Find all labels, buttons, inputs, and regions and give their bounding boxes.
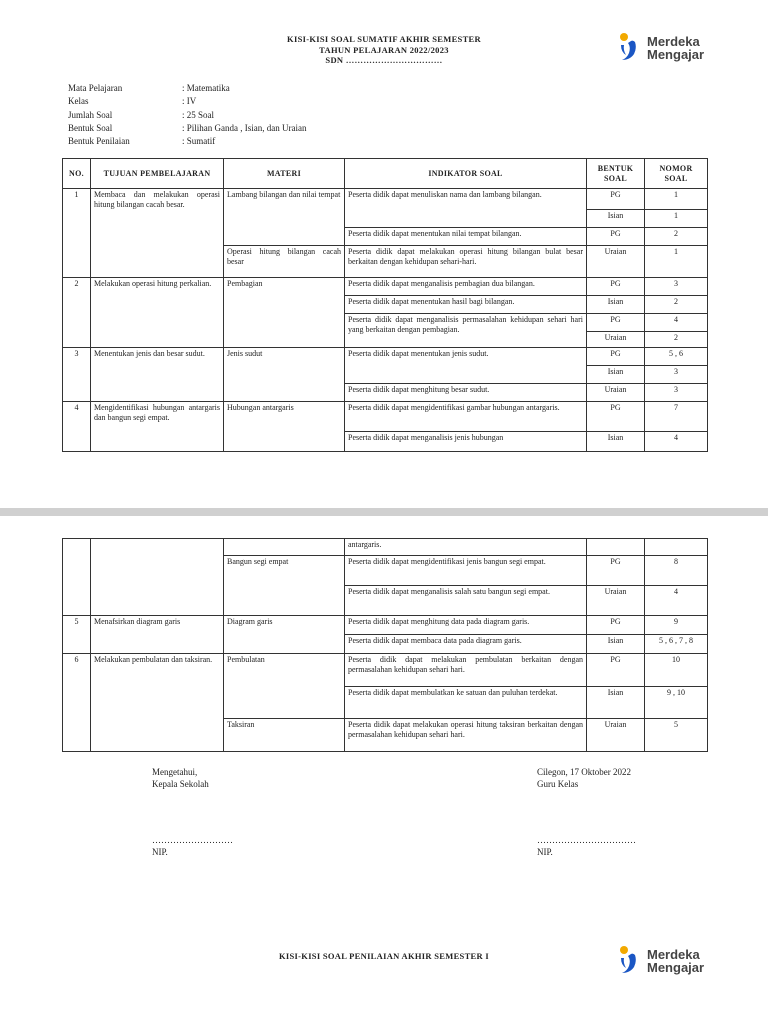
- cell-no: 1: [63, 189, 91, 278]
- table-row: [63, 654, 708, 687]
- meta-key: Mata Pelajaran: [68, 83, 123, 93]
- cell-nomor: 1: [645, 210, 708, 228]
- cell-nomor: 1: [645, 189, 708, 210]
- logo-text-line2: Mengajar: [647, 47, 705, 62]
- cell-materi: Pembulatan: [224, 654, 345, 719]
- footer-title: KISI-KISI SOAL PENILAIAN AKHIR SEMESTER I: [279, 951, 489, 961]
- cell-bentuk: PG: [587, 189, 645, 210]
- signature-right-dots: ……………………………: [537, 835, 636, 845]
- cell-bentuk: PG: [587, 314, 645, 332]
- cell-nomor: 4: [645, 432, 708, 452]
- table-row: [63, 539, 708, 556]
- cell-indikator: Peserta didik dapat membaca data pada diagram garis.: [345, 635, 587, 654]
- cell-nomor: 10: [645, 654, 708, 687]
- signature-left-dots: ………………………: [152, 835, 233, 845]
- meta-key: Bentuk Penilaian: [68, 136, 130, 147]
- meta-row: [68, 82, 306, 95]
- cell-bentuk: PG: [587, 556, 645, 586]
- meta-value: : Matematika: [182, 83, 230, 93]
- cell-tujuan: Melakukan pembulatan dan taksiran.: [91, 654, 224, 752]
- meta-key: Jumlah Soal: [68, 109, 113, 120]
- cell-tujuan: [91, 539, 224, 616]
- cell-nomor: 3: [645, 366, 708, 384]
- meta-row: [68, 122, 306, 135]
- cell-indikator: Peserta didik dapat menentukan jenis sudut.: [345, 348, 587, 384]
- cell-no: 5: [63, 616, 91, 654]
- cell-bentuk: PG: [587, 616, 645, 635]
- cell-nomor: 2: [645, 296, 708, 314]
- cell-bentuk: Uraian: [587, 384, 645, 402]
- cell-nomor: 9 , 10: [645, 687, 708, 719]
- title-line-3: SDN ……………………………: [325, 55, 443, 65]
- meta-value: : IV: [182, 96, 197, 107]
- cell-materi: Lambang bilangan dan nilai tempat: [224, 189, 345, 246]
- cell-no: 3: [63, 348, 91, 402]
- cell-tujuan: Menentukan jenis dan besar sudut.: [91, 348, 224, 402]
- meta-key: Bentuk Soal: [68, 122, 113, 133]
- document-page-1: [0, 0, 768, 508]
- cell-bentuk: Isian: [587, 432, 645, 452]
- cell-no: 2: [63, 278, 91, 348]
- logo-text: [647, 35, 704, 61]
- signature-left-nip: NIP.: [152, 847, 168, 857]
- cell-bentuk: Isian: [587, 366, 645, 384]
- subject-metadata: [68, 82, 306, 148]
- kisi-kisi-table-page-1: [62, 158, 708, 452]
- cell-bentuk: [587, 539, 645, 556]
- logo-text-line2: Mengajar: [647, 960, 705, 975]
- cell-indikator: Peserta didik dapat mengidentifikasi gambar hubungan antargaris.: [345, 402, 587, 432]
- meta-row: [68, 95, 306, 108]
- cell-no: 4: [63, 402, 91, 452]
- cell-nomor: 5 , 6: [645, 348, 708, 366]
- cell-indikator: Peserta didik dapat menghitung besar sudut.: [345, 384, 587, 402]
- cell-nomor: 5: [645, 719, 708, 752]
- cell-nomor: 8: [645, 556, 708, 586]
- cell-indikator: Peserta didik dapat menganalisis jenis hubungan: [345, 432, 587, 452]
- table-row: [63, 189, 708, 210]
- document-page-2: [0, 516, 768, 1024]
- cell-bentuk: Isian: [587, 296, 645, 314]
- page-separator: [0, 508, 768, 516]
- meta-row: [68, 109, 306, 122]
- meta-value: : Sumatif: [182, 136, 216, 147]
- table-row: [63, 348, 708, 366]
- header-no: NO.: [63, 159, 91, 189]
- logo-mark-icon: [618, 31, 644, 65]
- cell-nomor: 3: [645, 384, 708, 402]
- cell-indikator: Peserta didik dapat mengidentifikasi jenis bangun segi empat.: [345, 556, 587, 586]
- cell-materi: [224, 539, 345, 556]
- cell-nomor: 9: [645, 616, 708, 635]
- cell-materi: Jenis sudut: [224, 348, 345, 402]
- header-nomor: NOMOR SOAL: [645, 159, 708, 189]
- merdeka-mengajar-logo: [618, 31, 704, 65]
- cell-indikator: Peserta didik dapat menganalisis salah satu bangun segi empat.: [345, 586, 587, 616]
- table-row: [63, 402, 708, 432]
- kisi-kisi-table-page-2: [62, 538, 708, 752]
- cell-indikator: antargaris.: [345, 539, 587, 556]
- signature-right-line2: Guru Kelas: [537, 779, 579, 789]
- cell-nomor: 2: [645, 228, 708, 246]
- merdeka-mengajar-logo-2: [618, 944, 704, 978]
- cell-materi: Diagram garis: [224, 616, 345, 654]
- signature-left-line2: Kepala Sekolah: [152, 779, 209, 789]
- cell-nomor: 3: [645, 278, 708, 296]
- cell-indikator: Peserta didik dapat menuliskan nama dan lambang bilangan.: [345, 189, 587, 228]
- cell-bentuk: Uraian: [587, 586, 645, 616]
- cell-materi: Pembagian: [224, 278, 345, 348]
- cell-bentuk: Isian: [587, 687, 645, 719]
- signature-right-line1: Cilegon, 17 Oktober 2022: [537, 767, 631, 777]
- cell-nomor: 5 , 6 , 7 , 8: [645, 635, 708, 654]
- cell-nomor: 1: [645, 246, 708, 278]
- logo-text: [647, 948, 704, 974]
- cell-nomor: 4: [645, 586, 708, 616]
- cell-bentuk: Uraian: [587, 332, 645, 348]
- cell-no: 6: [63, 654, 91, 752]
- cell-indikator: Peserta didik dapat menganalisis pembagian dua bilangan.: [345, 278, 587, 296]
- cell-indikator: Peserta didik dapat melakukan pembulatan berkaitan dengan permasalahan kehidupan sehari hari.: [345, 654, 587, 687]
- cell-tujuan: Membaca dan melakukan operasi hitung bilangan cacah besar.: [91, 189, 224, 278]
- cell-nomor: [645, 539, 708, 556]
- cell-indikator: Peserta didik dapat menentukan hasil bagi bilangan.: [345, 296, 587, 314]
- logo-text-line1: Merdeka: [647, 947, 700, 962]
- cell-materi: Bangun segi empat: [224, 556, 345, 616]
- logo-text-line1: Merdeka: [647, 34, 700, 49]
- cell-materi: Hubungan antargaris: [224, 402, 345, 452]
- cell-materi: Operasi hitung bilangan cacah besar: [224, 246, 345, 278]
- title-line-1: KISI-KISI SOAL SUMATIF AKHIR SEMESTER: [287, 34, 481, 44]
- cell-bentuk: PG: [587, 654, 645, 687]
- cell-bentuk: Uraian: [587, 246, 645, 278]
- title-line-2: TAHUN PELAJARAN 2022/2023: [319, 44, 449, 55]
- cell-tujuan: Melakukan operasi hitung perkalian.: [91, 278, 224, 348]
- signature-left-line1: Mengetahui,: [152, 767, 198, 777]
- table-row: [63, 616, 708, 635]
- cell-indikator: Peserta didik dapat melakukan operasi hitung taksiran berkaitan dengan permasalahan kehidupan sehari hari.: [345, 719, 587, 752]
- cell-indikator: Peserta didik dapat menganalisis permasalahan kehidupan sehari hari yang berkaitan dengan pembagian.: [345, 314, 587, 348]
- cell-no: [63, 539, 91, 616]
- cell-bentuk: Isian: [587, 210, 645, 228]
- cell-bentuk: Uraian: [587, 719, 645, 752]
- cell-bentuk: PG: [587, 402, 645, 432]
- meta-key: Kelas: [68, 96, 89, 107]
- table-row: [63, 278, 708, 296]
- meta-value: : Pilihan Ganda , Isian, dan Uraian: [182, 122, 307, 133]
- cell-bentuk: Isian: [587, 635, 645, 654]
- cell-indikator: Peserta didik dapat melakukan operasi hitung bilangan bulat besar berkaitan dengan kehidupan sehari-hari.: [345, 246, 587, 278]
- header-materi: MATERI: [224, 159, 345, 189]
- cell-tujuan: Menafsirkan diagram garis: [91, 616, 224, 654]
- cell-tujuan: Mengidentifikasi hubungan antargaris dan bangun segi empat.: [91, 402, 224, 452]
- header-tujuan: TUJUAN PEMBELAJARAN: [91, 159, 224, 189]
- cell-bentuk: PG: [587, 278, 645, 296]
- cell-nomor: 2: [645, 332, 708, 348]
- cell-indikator: Peserta didik dapat menghitung data pada diagram garis.: [345, 616, 587, 635]
- signature-headmaster: [152, 766, 233, 858]
- header-bentuk: BENTUK SOAL: [587, 159, 645, 189]
- cell-bentuk: PG: [587, 228, 645, 246]
- cell-indikator: Peserta didik dapat menentukan nilai tempat bilangan.: [345, 228, 587, 246]
- cell-bentuk: PG: [587, 348, 645, 366]
- cell-nomor: 7: [645, 402, 708, 432]
- header-indikator: INDIKATOR SOAL: [345, 159, 587, 189]
- logo-mark-icon: [618, 944, 644, 978]
- signature-right-nip: NIP.: [537, 847, 553, 857]
- cell-indikator: Peserta didik dapat membulatkan ke satuan dan puluhan terdekat.: [345, 687, 587, 719]
- cell-nomor: 4: [645, 314, 708, 332]
- meta-value: : 25 Soal: [182, 109, 215, 120]
- signature-teacher: [537, 766, 636, 858]
- meta-row: [68, 135, 306, 148]
- cell-materi: Taksiran: [224, 719, 345, 752]
